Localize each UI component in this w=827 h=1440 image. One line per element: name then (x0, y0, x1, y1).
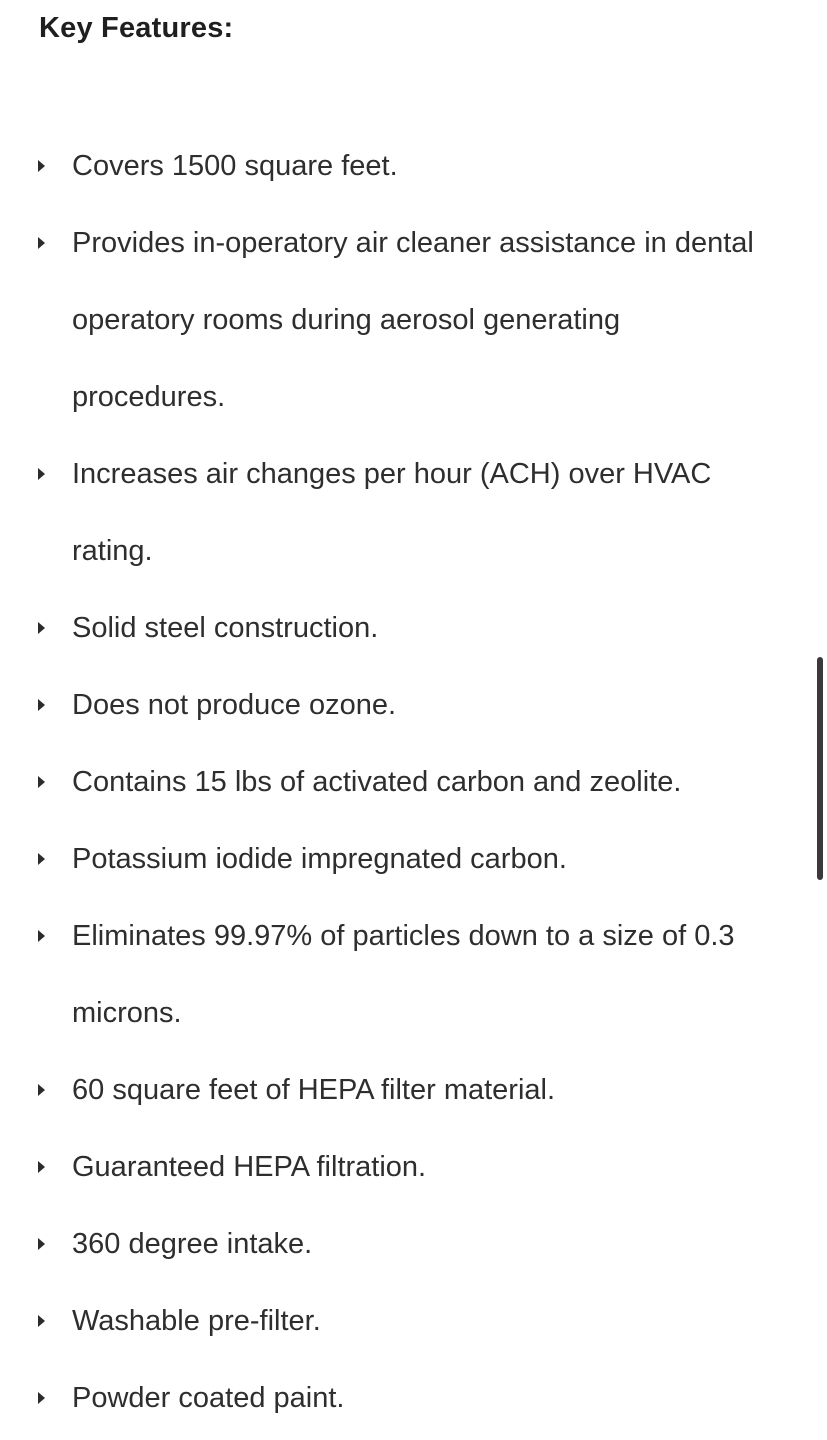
list-item (0, 128, 790, 205)
triangle-bullet-icon (38, 776, 45, 788)
triangle-bullet-icon (38, 1315, 45, 1327)
triangle-bullet-icon (38, 1392, 45, 1404)
feature-text: Solid steel construction. (72, 612, 379, 644)
triangle-bullet-icon (38, 622, 45, 634)
list-item (0, 1283, 790, 1360)
list-item (0, 1206, 790, 1283)
list-item (0, 1129, 790, 1206)
feature-text: Increases air changes per hour (ACH) over HVAC rating. (72, 458, 712, 567)
feature-text: Potassium iodide impregnated carbon. (72, 843, 567, 875)
list-item (0, 436, 790, 590)
triangle-bullet-icon (38, 1161, 45, 1173)
feature-text: Contains 15 lbs of activated carbon and zeolite. (72, 766, 682, 798)
list-item (0, 821, 790, 898)
feature-text: Washable pre-filter. (72, 1305, 321, 1337)
list-item (0, 590, 790, 667)
scrollbar-thumb[interactable] (817, 657, 823, 880)
feature-text: Guaranteed HEPA filtration. (72, 1151, 427, 1183)
triangle-bullet-icon (38, 237, 45, 249)
key-features-heading: Key Features: (39, 12, 234, 44)
feature-text: Eliminates 99.97% of particles down to a size of 0.3 microns. (72, 920, 735, 1029)
triangle-bullet-icon (38, 1084, 45, 1096)
feature-text: Covers 1500 square feet. (72, 150, 398, 182)
triangle-bullet-icon (38, 699, 45, 711)
triangle-bullet-icon (38, 468, 45, 480)
list-item (0, 205, 790, 436)
triangle-bullet-icon (38, 853, 45, 865)
triangle-bullet-icon (38, 930, 45, 942)
list-item (0, 667, 790, 744)
list-item (0, 1360, 790, 1437)
feature-text: Does not produce ozone. (72, 689, 397, 721)
list-item (0, 1052, 790, 1129)
list-item (0, 898, 790, 1052)
triangle-bullet-icon (38, 1238, 45, 1250)
feature-list (0, 128, 790, 1437)
list-item (0, 744, 790, 821)
triangle-bullet-icon (38, 160, 45, 172)
feature-text: Powder coated paint. (72, 1382, 345, 1414)
feature-text: 360 degree intake. (72, 1228, 313, 1260)
feature-text: 60 square feet of HEPA filter material. (72, 1074, 556, 1106)
feature-text: Provides in-operatory air cleaner assistance in dental operatory rooms during aerosol generating procedures. (72, 227, 754, 413)
